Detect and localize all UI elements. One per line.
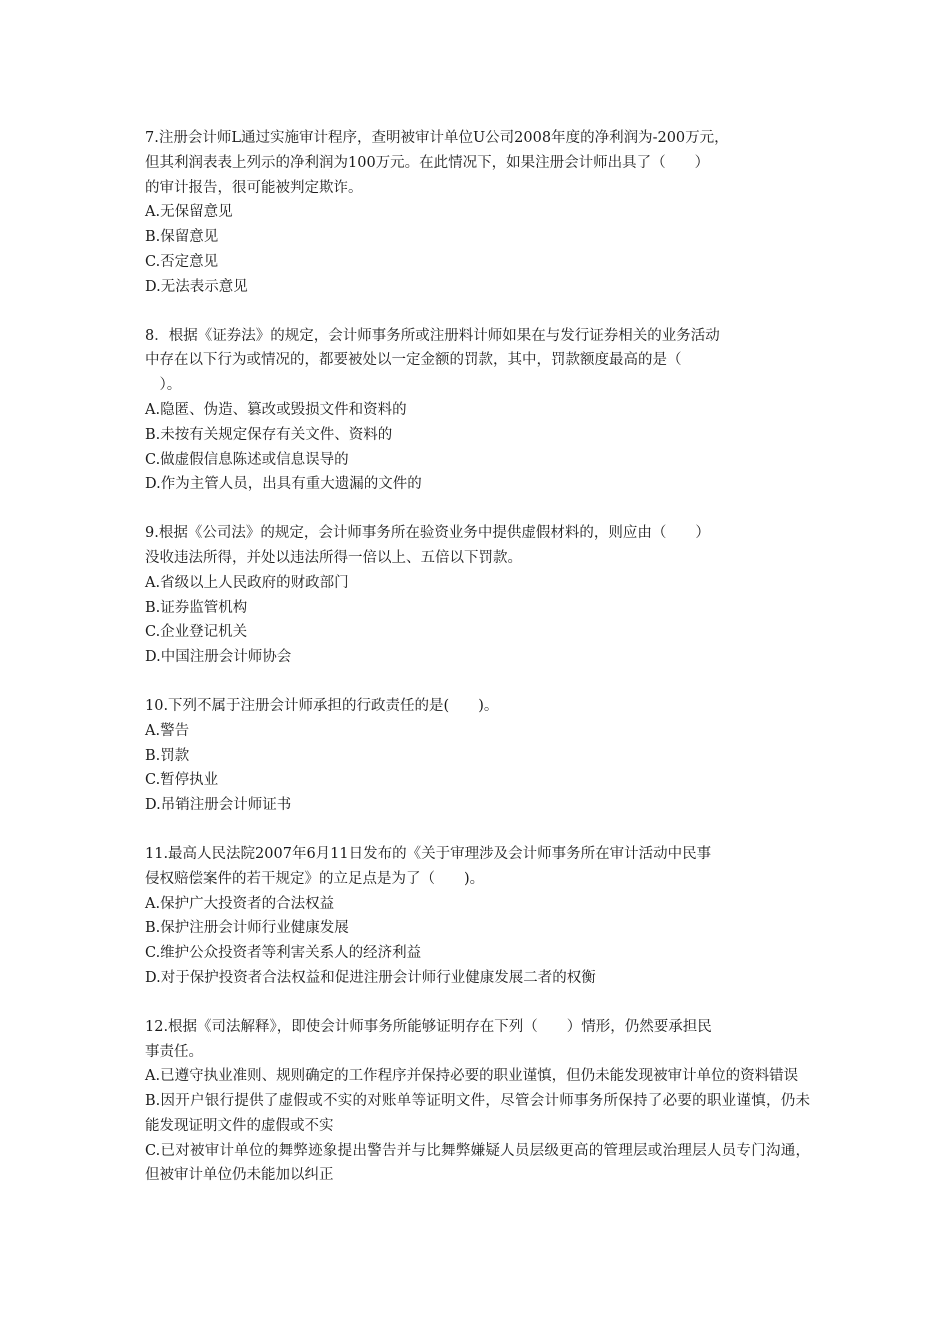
question-stem xyxy=(145,694,810,719)
option-b: B.保留意见 xyxy=(145,229,219,246)
option-b: B.保护注册会计师行业健康发展 xyxy=(145,920,349,937)
stem-line: 8．根据《证券法》的规定，会计师事务所或注册料计师如果在与发行证券相关的业务活动 xyxy=(145,327,720,344)
option-d: D.中国注册会计师协会 xyxy=(145,649,292,666)
question-stem xyxy=(145,126,810,200)
question-7 xyxy=(145,126,810,300)
option-d: D.吊销注册会计师证书 xyxy=(145,797,292,814)
option-b: B.罚款 xyxy=(145,747,190,764)
question-stem xyxy=(145,1015,810,1065)
question-11 xyxy=(145,842,810,991)
question-stem xyxy=(145,324,810,398)
stem-line: 9.根据《公司法》的规定，会计师事务所在验资业务中提供虚假材料的，则应由（ ） xyxy=(145,525,710,542)
stem-line: 事责任。 xyxy=(145,1043,203,1060)
question-8 xyxy=(145,324,810,498)
option-a: A.无保留意见 xyxy=(145,204,233,221)
stem-line: 7.注册会计师L通过实施审计程序，查明被审计单位U公司2008年度的净利润为-200万元， xyxy=(145,130,729,146)
exam-page xyxy=(145,126,810,1212)
question-10 xyxy=(145,694,810,818)
question-9 xyxy=(145,521,810,670)
option-d: D.对于保护投资者合法权益和促进注册会计师行业健康发展二者的权衡 xyxy=(145,969,596,986)
option-d: D.无法表示意见 xyxy=(145,278,248,295)
option-b: B.因开户银行提供了虚假或不实的对账单等证明文件，尽管会计师事务所保持了必要的职业谨慎，仍未能发现证明文件的虚假或不实 xyxy=(145,1093,810,1134)
option-c: C.做虚假信息陈述或信息误导的 xyxy=(145,451,349,468)
question-12 xyxy=(145,1015,810,1189)
option-a: A.省级以上人民政府的财政部门 xyxy=(145,574,349,591)
option-d: D.作为主管人员，出具有重大遗漏的文件的 xyxy=(145,476,422,493)
stem-line: 的审计报告，很可能被判定欺诈。 xyxy=(145,179,363,196)
stem-line: 没收违法所得，并处以违法所得一倍以上、五倍以下罚款。 xyxy=(145,549,522,566)
question-stem xyxy=(145,842,810,892)
stem-line: 12.根据《司法解释》，即使会计师事务所能够证明存在下列（ ）情形，仍然要承担民 xyxy=(145,1018,712,1035)
option-c: C.暂停执业 xyxy=(145,772,219,789)
option-c: C.已对被审计单位的舞弊迹象提出警告并与比舞弊嫌疑人员层级更高的管理层或治理层人员专门沟通，但被审计单位仍未能加以纠正 xyxy=(145,1142,810,1184)
option-c: C.企业登记机关 xyxy=(145,624,248,641)
option-b: B.未按有关规定保存有关文件、资料的 xyxy=(145,426,393,443)
stem-line: 10.下列不属于注册会计师承担的行政责任的是( )。 xyxy=(145,697,499,714)
option-c: C.否定意见 xyxy=(145,253,219,270)
option-a: A.警告 xyxy=(145,722,190,739)
stem-line: 中存在以下行为或情况的，都要被处以一定金额的罚款，其中，罚款额度最高的是（ xyxy=(145,352,682,369)
stem-line: 侵权赔偿案件的若干规定》的立足点是为了（ )。 xyxy=(145,870,485,887)
option-a: A.已遵守执业准则、规则确定的工作程序并保持必要的职业谨慎，但仍未能发现被审计单位的资料错误 xyxy=(145,1068,799,1085)
option-c: C.维护公众投资者等利害关系人的经济利益 xyxy=(145,945,422,962)
option-a: A.隐匿、伪造、篡改或毁损文件和资料的 xyxy=(145,401,407,418)
stem-line: 但其利润表表上列示的净利润为100万元。在此情况下，如果注册会计师出具了（ ） xyxy=(145,154,710,171)
option-a: A.保护广大投资者的合法权益 xyxy=(145,895,335,912)
stem-line: 11.最高人民法院2007年6月11日发布的《关于审理涉及会计师事务所在审计活动中民事 xyxy=(145,845,712,862)
question-stem xyxy=(145,521,810,571)
stem-line: ）。 xyxy=(145,377,182,394)
option-b: B.证券监管机构 xyxy=(145,599,248,616)
